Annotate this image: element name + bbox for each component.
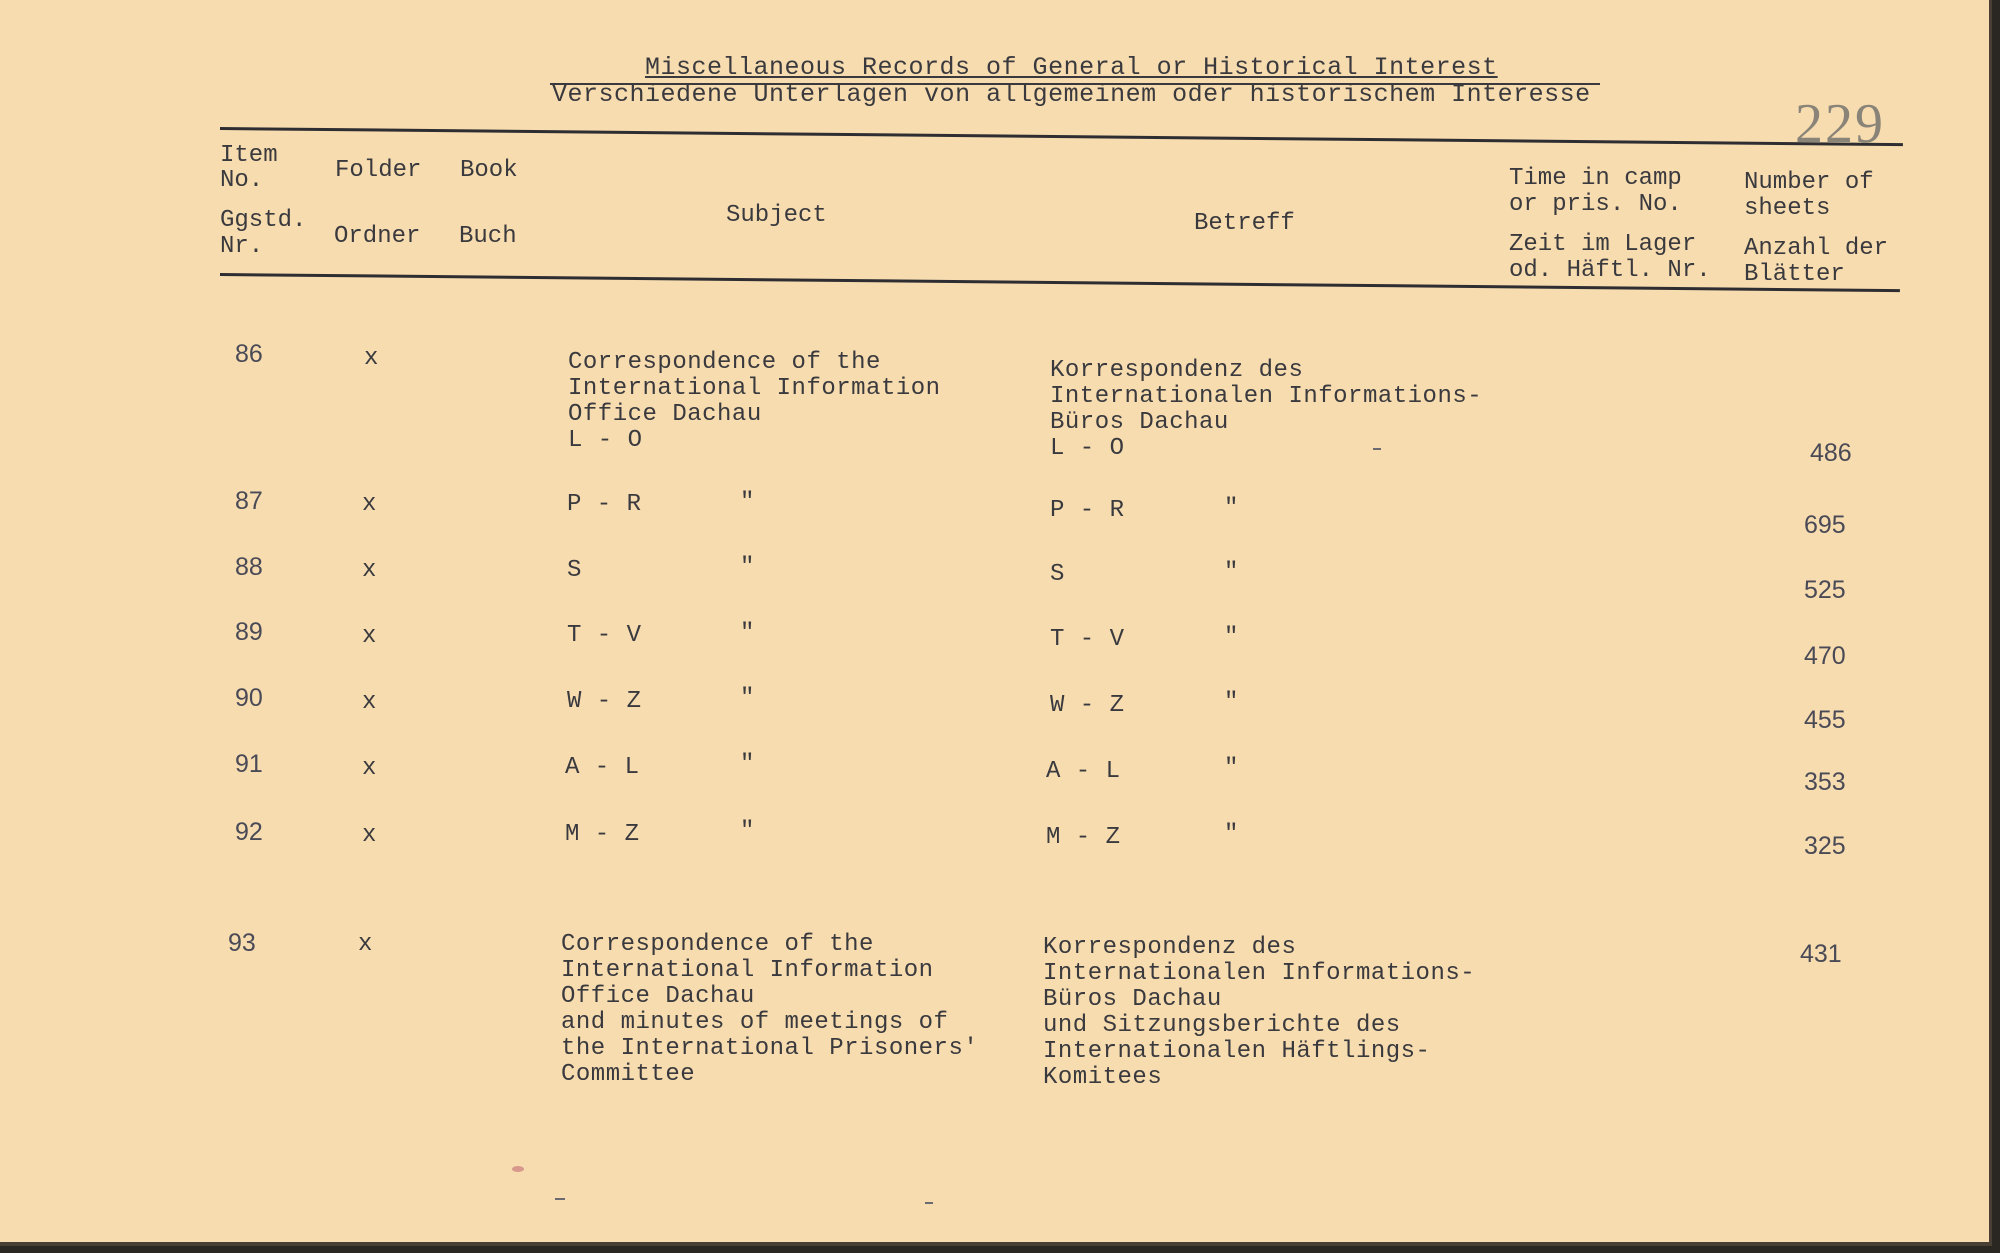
item-number: 91 [235, 750, 263, 778]
ink-speck [512, 1166, 524, 1172]
subject-range: W - Z [567, 688, 642, 715]
subject-line: L - O [568, 427, 643, 454]
ditto-mark: " [740, 818, 755, 845]
betreff-range: M - Z [1046, 824, 1121, 851]
title-german: Verschiedene Unterlagen von allgemeinem oder historischem Interesse [552, 80, 1591, 109]
subject-range: A - L [565, 754, 640, 781]
subject-line: and minutes of meetings of [561, 1009, 949, 1036]
header-subject: Subject [726, 202, 827, 229]
folder-mark: x [362, 623, 377, 650]
header-time-de-1: Zeit im Lager [1509, 231, 1697, 258]
header-top-rule [220, 127, 1903, 146]
sheet-count: 455 [1804, 706, 1846, 734]
subject-line: Committee [561, 1061, 696, 1088]
betreff-line: Internationalen Informations- [1043, 960, 1476, 987]
folder-mark: x [358, 931, 373, 958]
header-book-en: Book [460, 157, 518, 184]
betreff-range: T - V [1050, 626, 1125, 653]
folder-mark: x [362, 755, 377, 782]
item-number: 88 [235, 553, 263, 581]
sheet-count: 325 [1804, 832, 1846, 860]
header-item-en-1: Item [220, 142, 278, 169]
folder-mark: x [362, 689, 377, 716]
header-item-en-2: No. [220, 167, 264, 194]
ditto-mark: " [740, 685, 755, 712]
betreff-range: A - L [1046, 758, 1121, 785]
item-number: 93 [228, 929, 256, 957]
subject-line: International Information [568, 375, 941, 402]
sheet-count: 431 [1800, 940, 1842, 968]
sheet-count: 525 [1804, 576, 1846, 604]
item-number: 89 [235, 618, 263, 646]
header-time-en-2: or pris. No. [1509, 191, 1682, 218]
item-number: 86 [235, 340, 263, 368]
ditto-mark: " [740, 489, 755, 516]
betreff-line: Korrespondenz des [1043, 934, 1297, 961]
subject-range: P - R [567, 491, 642, 518]
betreff-range: S [1050, 561, 1065, 588]
header-book-de: Buch [459, 223, 517, 250]
sheet-count: 353 [1804, 768, 1846, 796]
header-item-de-1: Ggstd. [220, 207, 307, 234]
sheet-count: 486 [1810, 439, 1852, 467]
subject-line: Office Dachau [561, 983, 755, 1010]
paper-mark [925, 1202, 933, 1204]
ditto-mark: " [1224, 495, 1239, 522]
folder-mark: x [362, 557, 377, 584]
header-time-de-2: od. Häftl. Nr. [1509, 257, 1711, 284]
subject-line: International Information [561, 957, 934, 984]
item-number: 87 [235, 487, 263, 515]
ditto-mark: " [740, 554, 755, 581]
betreff-line: Komitees [1043, 1064, 1163, 1091]
betreff-line: Internationalen Häftlings- [1043, 1038, 1431, 1065]
ditto-mark: " [1224, 559, 1239, 586]
header-sheets-de-1: Anzahl der [1744, 235, 1889, 262]
header-item-de-2: Nr. [220, 233, 264, 260]
paper-mark [555, 1198, 565, 1200]
sheet-count: 695 [1804, 511, 1846, 539]
betreff-range: P - R [1050, 497, 1125, 524]
ditto-mark: " [1224, 624, 1239, 651]
header-sheets-en-1: Number of [1744, 169, 1874, 196]
betreff-line: Korrespondenz des [1050, 357, 1304, 384]
subject-range: S [567, 557, 582, 584]
ditto-mark: " [740, 620, 755, 647]
folder-mark: x [364, 345, 379, 372]
subject-line: Office Dachau [568, 401, 762, 428]
ditto-mark: " [1224, 821, 1239, 848]
paper-mark [1373, 448, 1381, 450]
title-english: Miscellaneous Records of General or Historical Interest [645, 53, 1498, 82]
subject-line: Correspondence of the [568, 349, 881, 376]
betreff-line: und Sitzungsberichte des [1043, 1012, 1401, 1039]
header-sheets-en-2: sheets [1744, 195, 1831, 222]
folder-mark: x [362, 491, 377, 518]
item-number: 90 [235, 684, 263, 712]
page-number: 229 [1795, 93, 1885, 155]
item-number: 92 [235, 818, 263, 846]
betreff-line: Büros Dachau [1043, 986, 1222, 1013]
sheet-count: 470 [1804, 642, 1846, 670]
betreff-line: Internationalen Informations- [1050, 383, 1483, 410]
header-betreff: Betreff [1194, 210, 1295, 237]
ditto-mark: " [740, 751, 755, 778]
header-sheets-de-2: Blätter [1744, 261, 1845, 288]
subject-range: T - V [567, 622, 642, 649]
betreff-line: L - O [1050, 435, 1125, 462]
ditto-mark: " [1224, 755, 1239, 782]
subject-line: the International Prisoners' [561, 1035, 979, 1062]
header-folder-en: Folder [335, 157, 422, 184]
subject-line: Correspondence of the [561, 931, 874, 958]
subject-range: M - Z [565, 821, 640, 848]
header-folder-de: Ordner [334, 223, 421, 250]
header-time-en-1: Time in camp [1509, 165, 1682, 192]
betreff-range: W - Z [1050, 692, 1125, 719]
ditto-mark: " [1224, 689, 1239, 716]
folder-mark: x [362, 822, 377, 849]
betreff-line: Büros Dachau [1050, 409, 1229, 436]
